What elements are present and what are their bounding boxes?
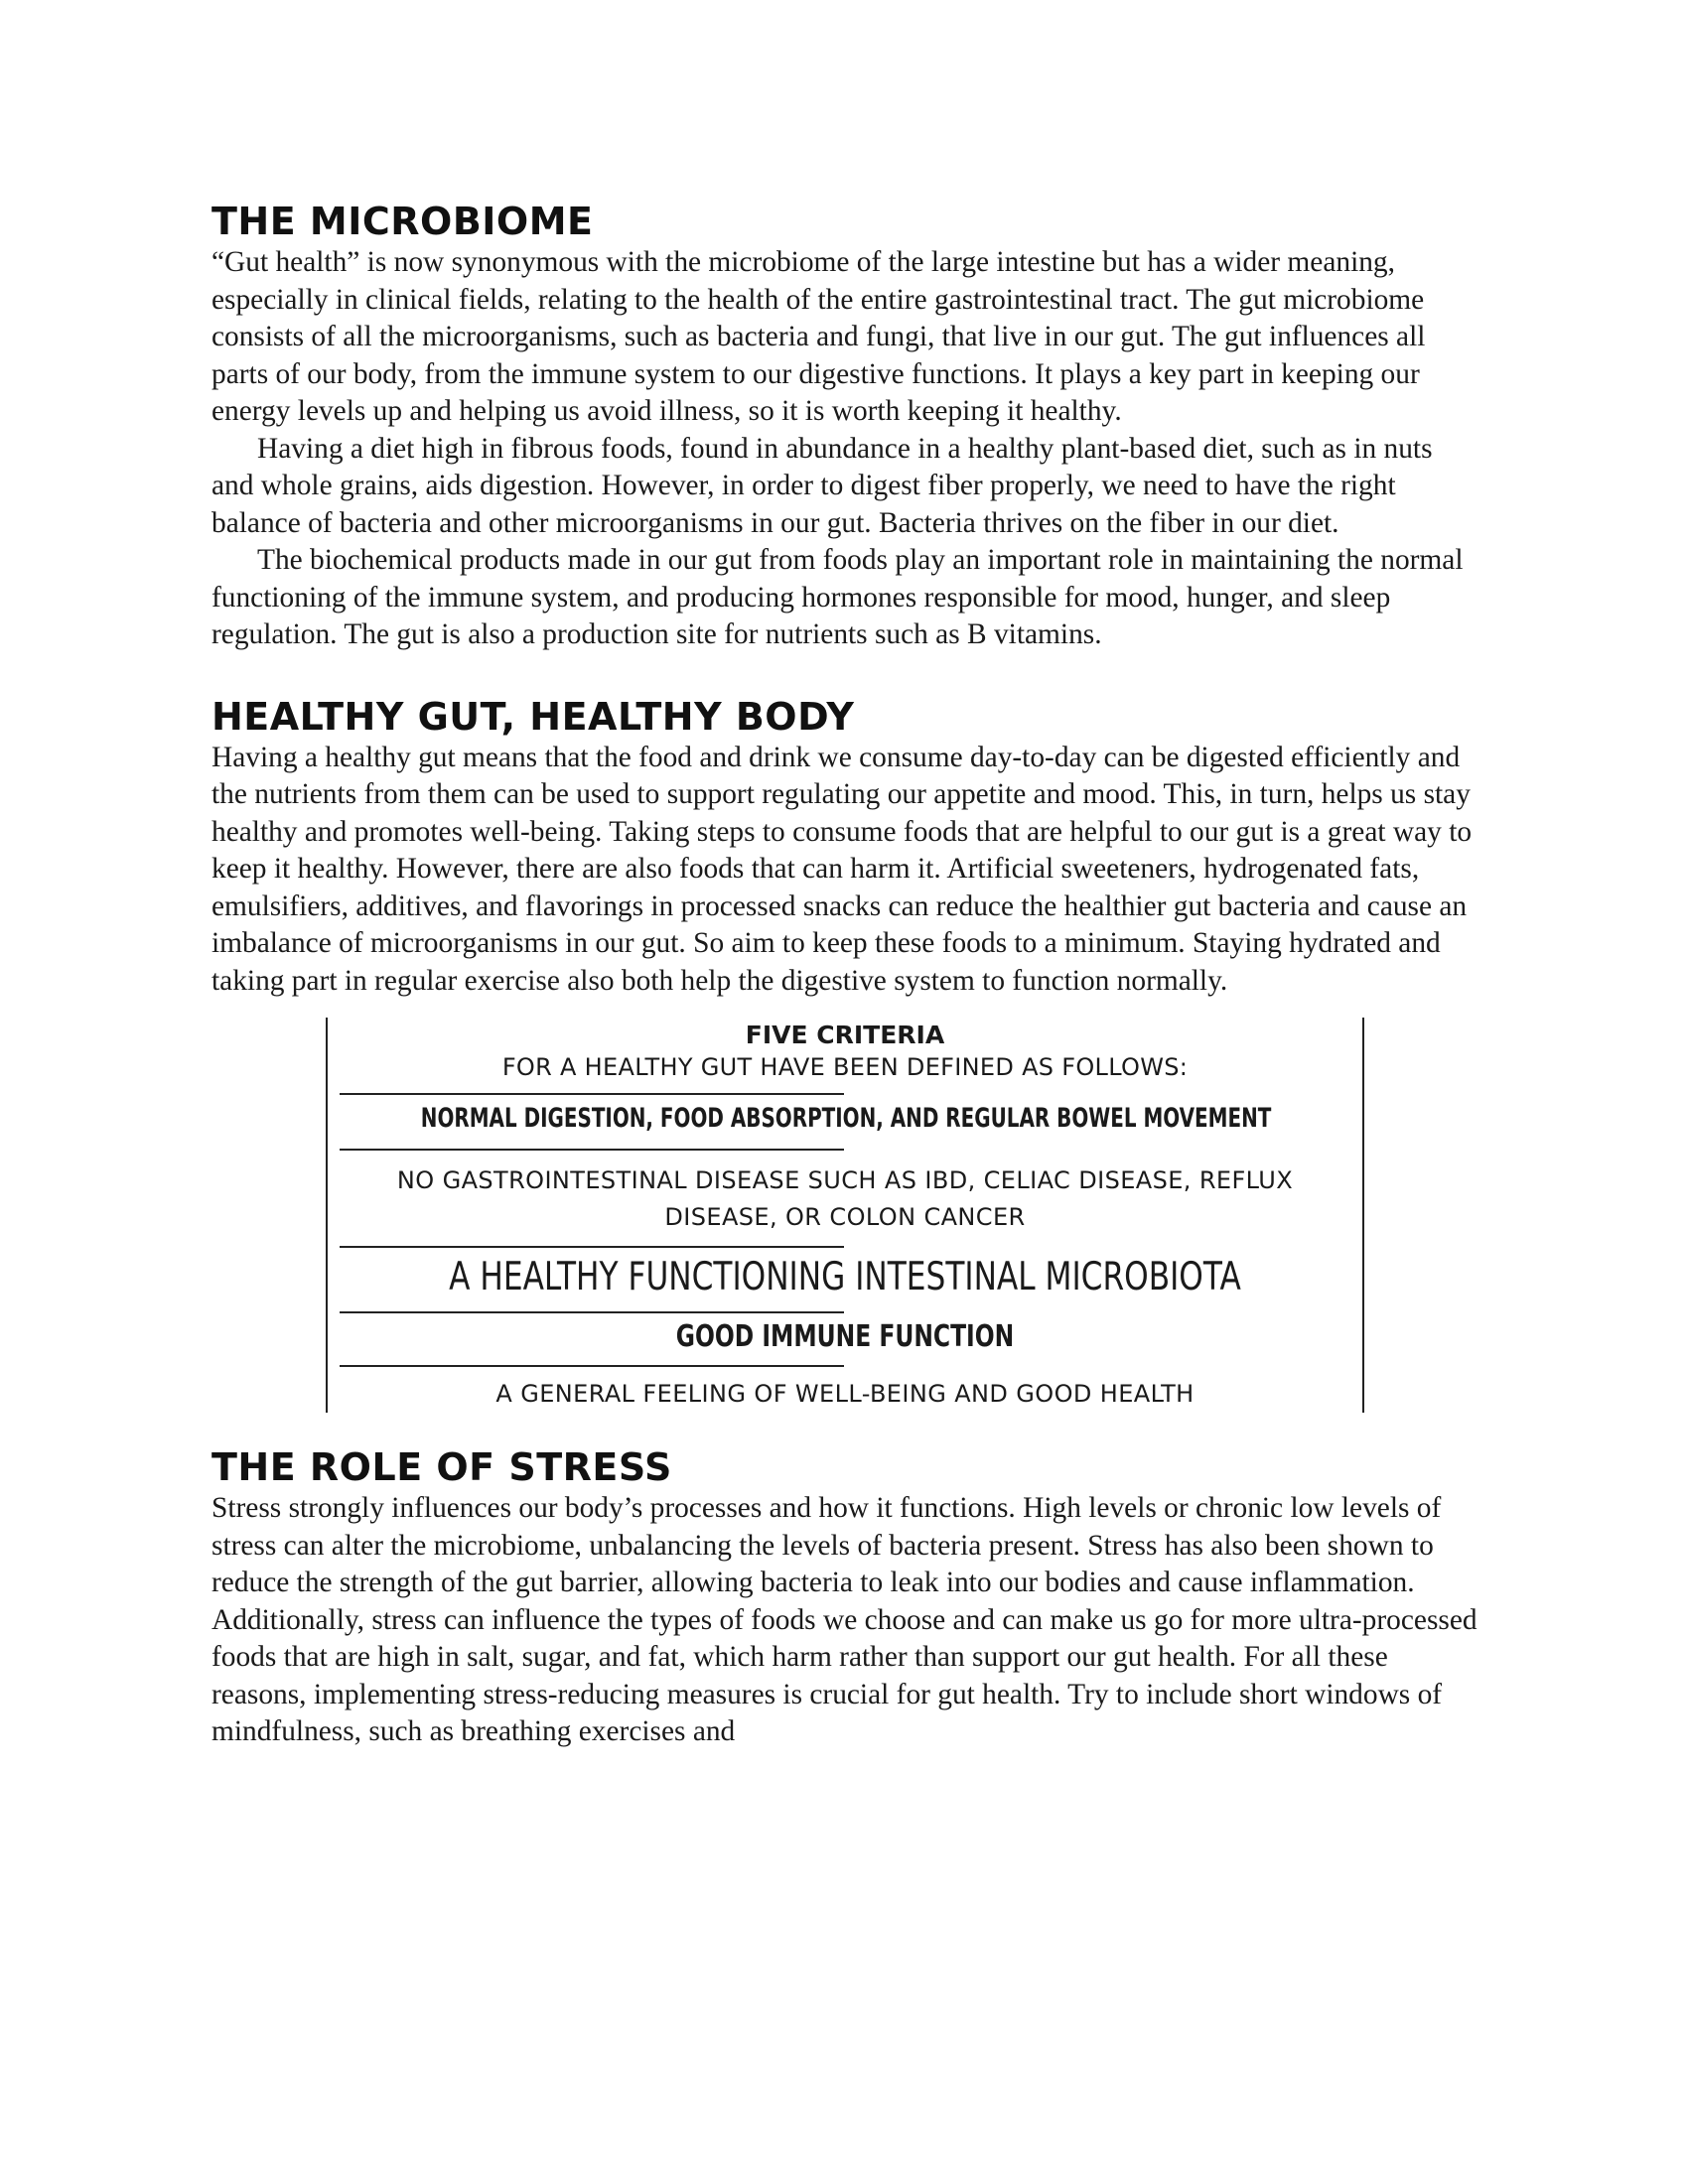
- criteria-item: A GENERAL FEELING OF WELL-BEING AND GOOD HEALTH: [495, 1380, 1195, 1408]
- body-paragraph: “Gut health” is now synonymous with the microbiome of the large intestine but has a wider meaning, especially in clinical fields, relating to the health of the entire gastrointestinal tract. The gut microbiome consists of all the microorganisms, such as bacteria and fungi, that live in our gut. The gut influences all parts of our body, from the immune system to our digestive functions. It plays a key part in keeping our energy levels up and helping us avoid illness, so it is worth keeping it healthy.: [211, 246, 1426, 427]
- section-healthy-gut: [211, 694, 1477, 1001]
- section-heading: HEALTHY GUT, HEALTHY BODY: [211, 694, 855, 739]
- section-role-of-stress: [211, 1444, 1477, 1751]
- criteria-title: FIVE CRITERIA: [745, 1021, 945, 1049]
- section-heading: THE MICROBIOME: [211, 200, 594, 243]
- criteria-item: GOOD IMMUNE FUNCTION: [675, 1319, 1015, 1354]
- criteria-box: [326, 1018, 1364, 1413]
- criteria-item: A HEALTHY FUNCTIONING INTESTINAL MICROBIOTA: [449, 1255, 1241, 1299]
- criteria-item: NO GASTROINTESTINAL DISEASE SUCH AS IBD, CELIAC DISEASE, REFLUX DISEASE, OR COLON CANCER: [396, 1166, 1294, 1231]
- body-paragraph: The biochemical products made in our gut from foods play an important role in maintaining the normal functioning of the immune system, and producing hormones responsible for mood, hunger, and sleep regulation. The gut is also a production site for nutrients such as B vitamins.: [211, 544, 1464, 650]
- body-paragraph: Having a healthy gut means that the food and drink we consume day-to-day can be digested efficiently and the nutrients from them can be used to support regulating our appetite and mood. This, in turn, helps us stay healthy and promotes well-being. Taking steps to consume foods that are helpful to our gut is a great way to keep it healthy. However, there are also foods that can harm it. Artificial sweeteners, hydrogenated fats, emulsifiers, additives, and flavorings in processed snacks can reduce the healthier gut bacteria and cause an imbalance of microorganisms in our gut. So aim to keep these foods to a minimum. Staying hydrated and taking part in regular exercise also both help the digestive system to function normally.: [211, 741, 1473, 997]
- page-content: [211, 199, 1477, 1751]
- body-paragraph: Having a diet high in fibrous foods, found in abundance in a healthy plant-based diet, such as in nuts and whole grains, aids digestion. However, in order to digest fiber properly, we need to have the right balance of bacteria and other microorganisms in our gut. Bacteria thrives on the fiber in our diet.: [211, 432, 1433, 539]
- body-paragraph: Stress strongly influences our body’s processes and how it functions. High levels or chronic low levels of stress can alter the microbiome, unbalancing the levels of bacteria present. Stress has also been shown to reduce the strength of the gut barrier, allowing bacteria to leak into our bodies and cause inflammation. Additionally, stress can influence the types of foods we choose and can make us go for more ultra-processed foods that are high in salt, sugar, and fat, which harm rather than support our gut health. For all these reasons, implementing stress-reducing measures is crucial for gut health. Try to include short windows of mindfulness, such as breathing exercises and: [211, 1492, 1477, 1747]
- criteria-subtitle: FOR A HEALTHY GUT HAVE BEEN DEFINED AS FOLLOWS:: [501, 1053, 1189, 1081]
- criteria-item: NORMAL DIGESTION, FOOD ABSORPTION, AND REGULAR BOWEL MOVEMENT: [420, 1103, 1272, 1134]
- section-microbiome: [211, 199, 1477, 654]
- section-heading: THE ROLE OF STRESS: [211, 1445, 672, 1489]
